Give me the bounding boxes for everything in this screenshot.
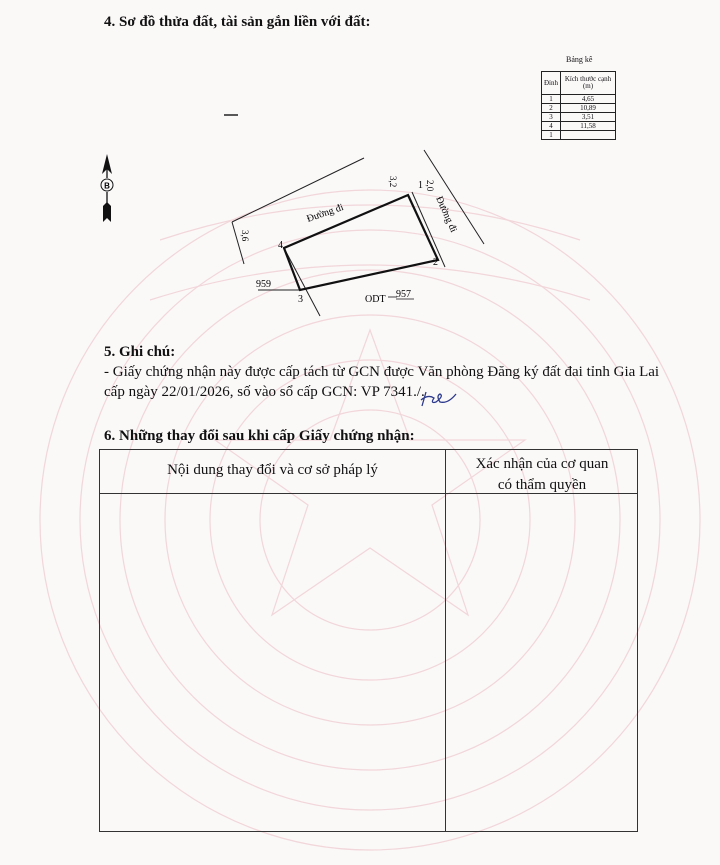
road-label: Đường đi [433, 194, 459, 235]
side-table-row [542, 104, 616, 113]
section-5-heading: 5. Ghi chú: [104, 344, 176, 360]
pen-mark [222, 110, 242, 120]
length-column-header: Kích thước cạnh (m) [561, 72, 616, 95]
vertex-cell: 3 [542, 113, 561, 122]
length-cell [561, 131, 616, 140]
vertex-cell: 4 [542, 122, 561, 131]
side-table-title: Bảng kê [566, 55, 593, 64]
authority-header-line: có thẩm quyền [497, 477, 587, 493]
road-label: Đường đi [305, 201, 346, 225]
vertex-label: 2 [433, 257, 438, 268]
road-width-label: 3,6 [240, 230, 250, 242]
handwritten-initials [418, 386, 460, 410]
changes-table [99, 449, 638, 832]
side-table-row [542, 95, 616, 104]
vertex-label: 3 [298, 294, 303, 305]
changes-content-header: Nội dung thay đổi và cơ sở pháp lý [167, 462, 378, 478]
authority-confirmation-header [446, 454, 638, 496]
side-table-row [542, 122, 616, 131]
vertex-label: 1 [418, 180, 423, 191]
road-width-label: 2,0 [425, 180, 435, 192]
side-table-row [542, 113, 616, 122]
parcel-type-south: ODT [365, 294, 386, 305]
side-table-row [542, 131, 616, 140]
length-cell: 3,51 [561, 113, 616, 122]
parcel-sketch [80, 140, 520, 330]
length-cell: 11,58 [561, 122, 616, 131]
side-table-header-row [542, 72, 616, 95]
road-edge-line [232, 222, 244, 264]
adjacent-boundary-line [284, 248, 320, 316]
section-6-heading: 6. Những thay đổi sau khi cấp Giấy chứng nhận: [104, 428, 415, 444]
vertex-column-header: Đỉnh [542, 72, 561, 95]
authority-header-line: Xác nhận của cơ quan [475, 456, 609, 472]
length-cell: 4,65 [561, 95, 616, 104]
road-width-label: 3,2 [388, 176, 398, 188]
note-line-2: cấp ngày 22/01/2026, số vào sổ cấp GCN: VP 7341./. [104, 384, 425, 400]
side-length-table [541, 71, 616, 140]
parcel-polygon [284, 195, 438, 290]
compass-letter: B [104, 181, 110, 191]
parcel-number-south: 957 [396, 289, 411, 300]
vertex-cell: 1 [542, 95, 561, 104]
vertex-cell: 1 [542, 131, 561, 140]
length-cell: 10,89 [561, 104, 616, 113]
vertex-cell: 2 [542, 104, 561, 113]
parcel-number-west: 959 [256, 279, 271, 290]
vertex-label: 4 [278, 240, 283, 251]
section-4-heading: 4. Sơ đồ thửa đất, tài sản gắn liền với đất: [104, 14, 371, 30]
note-line-1: - Giấy chứng nhận này được cấp tách từ GCN được Văn phòng Đăng ký đất đai tỉnh Gia Lai [104, 364, 660, 380]
